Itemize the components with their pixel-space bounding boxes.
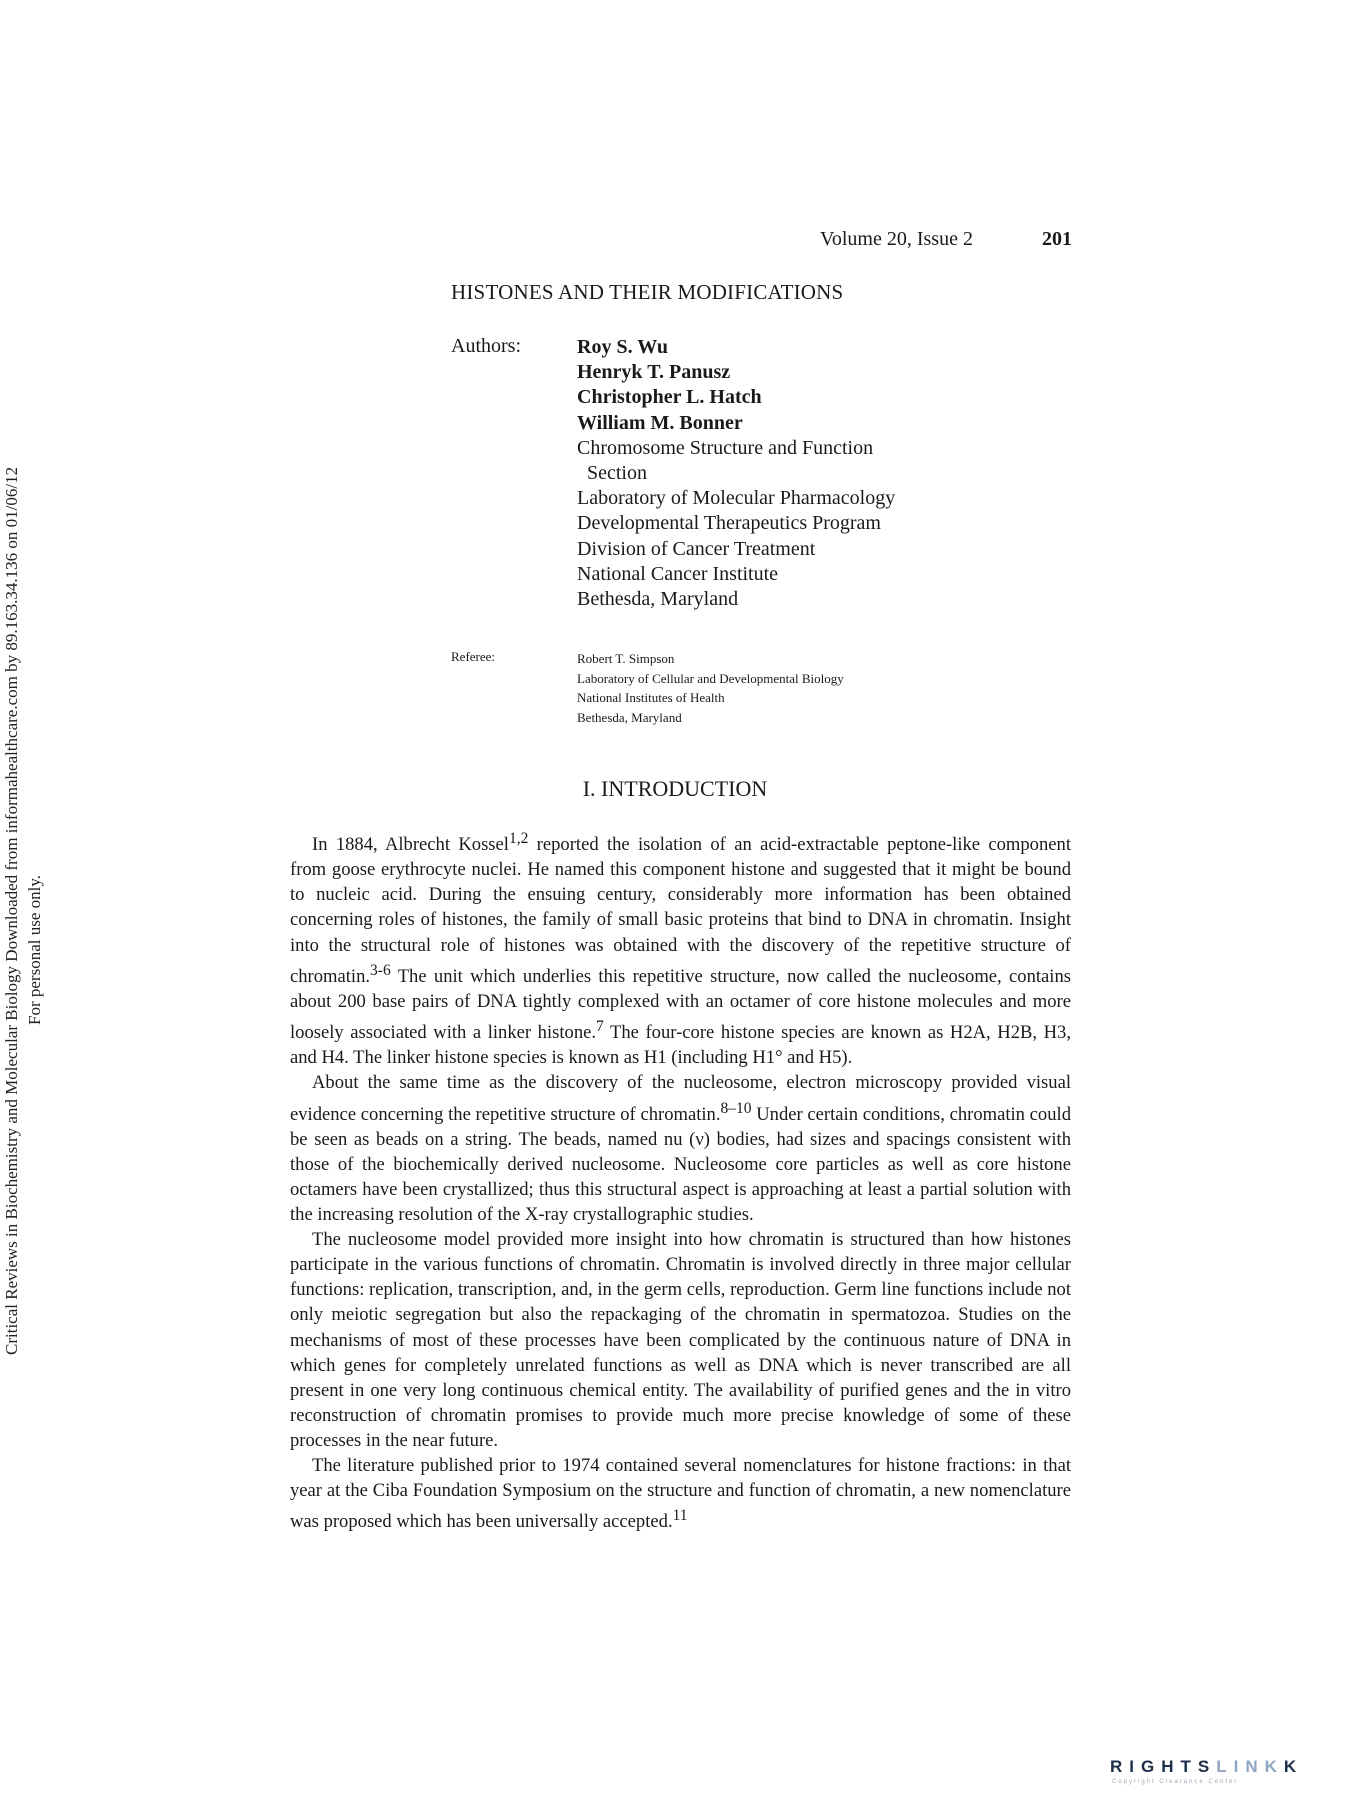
paragraph-text: In 1884, Albrecht Kossel bbox=[312, 834, 509, 856]
paragraph-text: About the same time as the discovery of the nucleosome, electron microscopy provided visual evidence concerning the repetitive structure of chromatin. bbox=[290, 1072, 1071, 1125]
paragraph-text: The literature published prior to 1974 contained several nomenclatures for histone fractions: in that year at the Ciba Foundation Symposium on the structure and function of chromatin, a new nomenclature was proposed which has been universally accepted. bbox=[290, 1455, 1071, 1533]
affiliation-line: Bethesda, Maryland bbox=[577, 588, 739, 611]
paragraph bbox=[290, 826, 1071, 1070]
journal-issue: Volume 20, Issue 2 bbox=[820, 228, 973, 250]
article-title: HISTONES AND THEIR MODIFICATIONS bbox=[451, 280, 844, 304]
affiliation-line: Chromosome Structure and Function bbox=[577, 436, 874, 459]
logo-text-dark: RIGHTS bbox=[1110, 1757, 1217, 1776]
author-name: Christopher L. Hatch bbox=[577, 386, 762, 409]
paragraph-text: reported the isolation of an acid-extractable peptone-like component from goose erythrocyte nuclei. He named this component histone and suggested that it might be bound to nucleic acid. During the ensuing century, considerably more information has been obtained concerning roles of histones, the family of small basic proteins that bind to DNA in chromatin. Insight into the structural role of histones was obtained with the discovery of the repetitive structure of chromatin. bbox=[290, 834, 1071, 987]
referee-block bbox=[577, 649, 844, 727]
citation: 7 bbox=[596, 1018, 604, 1036]
authors-block bbox=[577, 335, 895, 612]
citation: 1,2 bbox=[508, 830, 529, 847]
affiliation-line: Section bbox=[587, 462, 647, 485]
affiliation-line: National Cancer Institute bbox=[577, 562, 779, 585]
section-heading-text: I. INTRODUCTION bbox=[582, 776, 768, 801]
affiliation-line: Developmental Therapeutics Program bbox=[577, 512, 881, 535]
referee-line: Robert T. Simpson bbox=[577, 651, 675, 666]
page-number: 201 bbox=[1042, 228, 1072, 250]
paragraph-text: The unit which underlies this repetitive structure, now called the nucleosome, contains about 200 base pairs of DNA tightly complexed with an octamer of core histone molecules and more loosely associated with a linker histone. bbox=[290, 965, 1071, 1044]
logo-text-light: LINK bbox=[1216, 1757, 1284, 1776]
paragraph-text: Under certain conditions, chromatin could be seen as beads on a string. The beads, named nu (ν) bodies, had sizes and spacings consistent with those of the biochemically derived nucleosome. Nucleosome core particles as well as core histone octamers have been crystallized; thus this structural aspect is approaching at least a partial solution with the increasing resolution of the X-ray crystallographic studies. bbox=[290, 1103, 1071, 1226]
referee-label: Referee: bbox=[451, 649, 496, 664]
affiliation-line: Laboratory of Molecular Pharmacology bbox=[577, 487, 896, 510]
paragraph bbox=[290, 1070, 1071, 1227]
author-name: Roy S. Wu bbox=[577, 336, 668, 358]
citation: 11 bbox=[672, 1507, 688, 1525]
author-name: William M. Bonner bbox=[577, 411, 743, 434]
watermark-line-1: Critical Reviews in Biochemistry and Molecular Biology Downloaded from informahealthcare.com by 89.163.34.136 on 01/06/12 bbox=[2, 466, 21, 1355]
affiliation-line: Division of Cancer Treatment bbox=[577, 537, 816, 560]
citation: 8–10 bbox=[720, 1099, 752, 1117]
authors-label: Authors: bbox=[451, 335, 521, 357]
paragraph bbox=[290, 1453, 1071, 1534]
section-heading bbox=[0, 776, 1350, 802]
paragraph: The nucleosome model provided more insight into how chromatin is structured than how histones participate in the various functions of chromatin. Chromatin is involved directly in three major cellular functions: replication, transcription, and, in the germ cells, reproduction. Germ line functions include not only meiotic segregation but also the repackaging of the chromatin in spermatozoa. Studies on the mechanisms of most of these processes have been complicated by the continuous nature of DNA in which genes for completely unrelated functions as well as DNA which is never transcribed are all present in one very long continuous chemical entity. The availability of purified genes and the in vitro reconstruction of chromatin promises to provide much more precise knowledge of some of these processes in the near future. bbox=[290, 1229, 1071, 1451]
article-body bbox=[290, 826, 1071, 1534]
download-watermark bbox=[0, 455, 46, 1355]
author-name: Henryk T. Panusz bbox=[577, 361, 731, 384]
referee-line: Laboratory of Cellular and Developmental Biology bbox=[577, 670, 844, 686]
page-header bbox=[820, 228, 1072, 251]
logo-subtitle: Copyright Clearance Center bbox=[1112, 1779, 1239, 1785]
referee-line: Bethesda, Maryland bbox=[577, 709, 682, 725]
logo-mark: K bbox=[1283, 1757, 1304, 1776]
referee-line: National Institutes of Health bbox=[577, 690, 725, 705]
paragraph-text: The four-core histone species are known as H2A, H2B, H3, and H4. The linker histone species is known as H1 (including H1° and H5). bbox=[290, 1022, 1071, 1069]
watermark-line-2: For personal use only. bbox=[25, 875, 44, 1025]
rightslink-logo bbox=[1110, 1757, 1303, 1777]
citation: 3-6 bbox=[370, 961, 391, 979]
